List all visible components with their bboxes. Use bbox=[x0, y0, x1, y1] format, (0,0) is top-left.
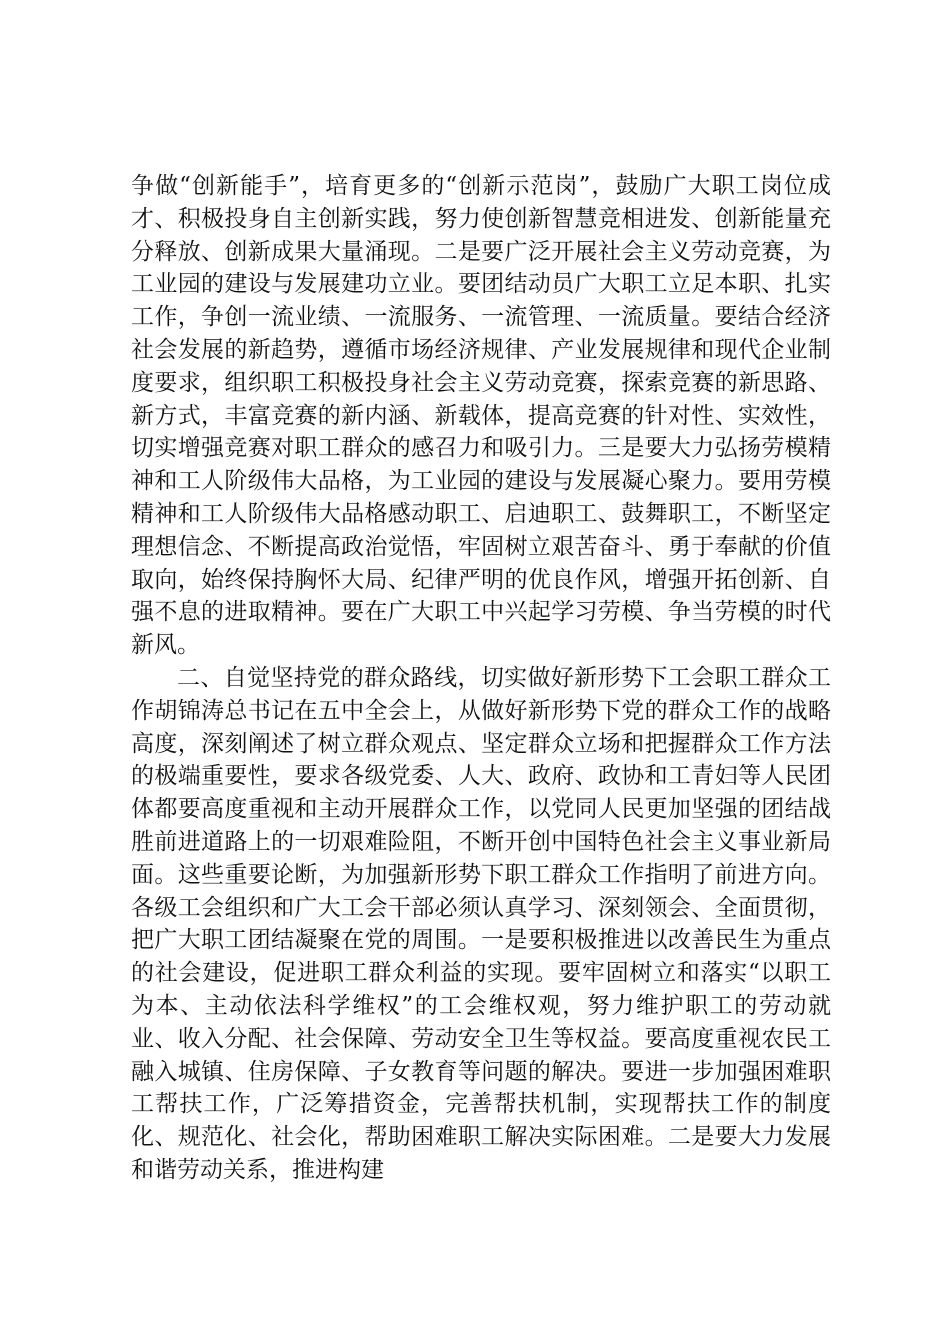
document-body bbox=[131, 170, 831, 1187]
paragraph-1: 争做“创新能手”，培育更多的“创新示范岗”，鼓励广大职工岗位成才、积极投身自主创新实践，努力使创新智慧竞相进发、创新能量充分释放、创新成果大量涌现。二是要广泛开展社会主义劳动竞赛，为工业园的建设与发展建功立业。要团结动员广大职工立足本职、扎实工作，争创一流业绩、一流服务、一流管理、一流质量。要结合经济社会发展的新趋势，遵循市场经济规律、产业发展规律和现代企业制度要求，组织职工积极投身社会主义劳动竞赛，探索竞赛的新思路、新方式，丰富竞赛的新内涵、新载体，提高竞赛的针对性、实效性，切实增强竞赛对职工群众的感召力和吸引力。三是要大力弘扬劳模精神和工人阶级伟大品格，为工业园的建设与发展凝心聚力。要用劳模精神和工人阶级伟大品格感动职工、启迪职工、鼓舞职工，不断坚定理想信念、不断提高政治觉悟，牢固树立艰苦奋斗、勇于奉献的价值取向，始终保持胸怀大局、纪律严明的优良作风，增强开拓创新、自强不息的进取精神。要在广大职工中兴起学习劳模、争当劳模的时代新风。 bbox=[131, 173, 831, 659]
paragraph-2: 二、自觉坚持党的群众路线，切实做好新形势下工会职工群众工作胡锦涛总书记在五中全会上，从做好新形势下党的群众工作的战略高度，深刻阐述了树立群众观点、坚定群众立场和把握群众工作方法的极端重要性，要求各级党委、人大、政府、政协和工青妇等人民团体都要高度重视和主动开展群众工作，以党同人民更加坚强的团结战胜前进道路上的一切艰难险阻，不断开创中国特色社会主义事业新局面。这些重要论断，为加强新形势下职工群众工作指明了前进方向。各级工会组织和广大工会干部必须认真学习、深刻领会、全面贯彻，把广大职工团结凝聚在党的周围。一是要积极推进以改善民生为重点的社会建设，促进职工群众利益的实现。要牢固树立和落实“以职工为本、主动依法科学维权”的工会维权观，努力维护职工的劳动就业、收入分配、社会保障、劳动安全卫生等权益。要高度重视农民工融入城镇、住房保障、子女教育等问题的解决。要进一步加强困难职工帮扶工作，广泛筹措资金，完善帮扶机制，实现帮扶工作的制度化、规范化、社会化，帮助困难职工解决实际困难。二是要大力发展和谐劳动关系，推进构建 bbox=[131, 664, 831, 1183]
